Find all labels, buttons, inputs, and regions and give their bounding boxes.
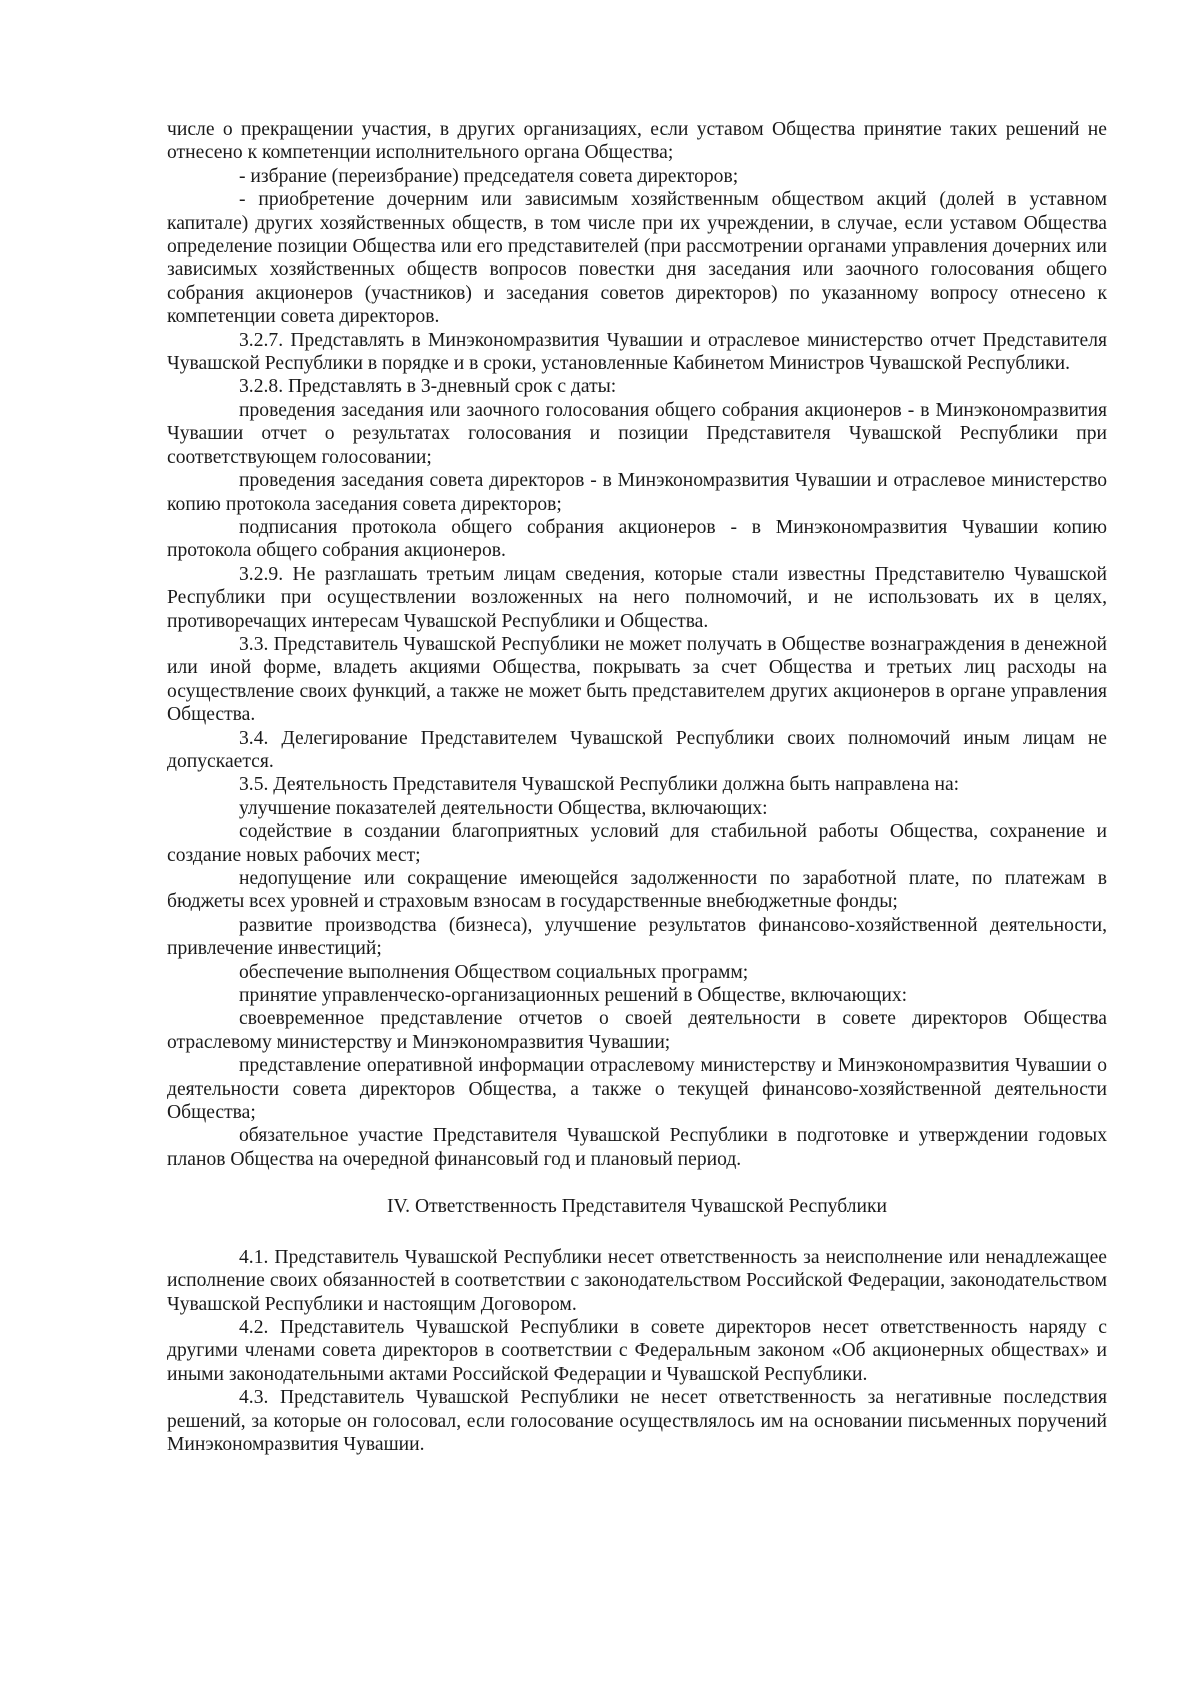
- section-heading: IV. Ответственность Представителя Чувашской Республики: [387, 1196, 887, 1218]
- paragraph: проведения заседания или заочного голосования общего собрания акционеров - в Минэкономразвития Чувашии отчет о результатах голосования и позиции Представителя Чувашской Республики при соответствующем голосовании;: [167, 399, 1107, 468]
- paragraph-3-2-7: 3.2.7. Представлять в Минэкономразвития Чувашии и отраслевое министерство отчет Представителя Чувашской Республики в порядке и в сроки, установленные Кабинетом Министров Чувашской Республики.: [167, 329, 1107, 375]
- paragraph: принятие управленческо-организационных решений в Обществе, включающих:: [239, 985, 908, 1007]
- paragraph: - избрание (переизбрание) председателя совета директоров;: [239, 165, 739, 187]
- document-body: [167, 118, 1107, 1456]
- paragraph-4-2: 4.2. Представитель Чувашской Республики в совете директоров несет ответственность наряду с другими членами совета директоров в соответствии с Федеральным законом «Об акционерных обществах» и иными законодательными актами Российской Федерации и Чувашской Республики.: [167, 1316, 1107, 1385]
- paragraph-3-2-9: 3.2.9. Не разглашать третьим лицам сведения, которые стали известны Представителю Чувашской Республики при осуществлении возложенных на него полномочий, и не использовать их в целях, противоречащих интересам Чувашской Республики и Общества.: [167, 563, 1107, 632]
- paragraph: улучшение показателей деятельности Общества, включающих:: [239, 797, 768, 819]
- paragraph-3-5: 3.5. Деятельность Представителя Чувашской Республики должна быть направлена на:: [239, 774, 960, 796]
- paragraph: своевременное представление отчетов о своей деятельности в совете директоров Общества отраслевому министерству и Минэкономразвития Чувашии;: [167, 1008, 1107, 1053]
- paragraph: недопущение или сокращение имеющейся задолженности по заработной плате, по платежам в бюджеты всех уровней и страховым взносам в государственные внебюджетные фонды;: [167, 868, 1107, 913]
- paragraph: подписания протокола общего собрания акционеров - в Минэкономразвития Чувашии копию протокола общего собрания акционеров.: [167, 516, 1107, 562]
- paragraph: содействие в создании благоприятных условий для стабильной работы Общества, сохранение и создание новых рабочих мест;: [167, 821, 1107, 866]
- paragraph-4-1: 4.1. Представитель Чувашской Республики несет ответственность за неисполнение или ненадлежащее исполнение своих обязанностей в соответствии с законодательством Российской Федерации, законодательством Чувашской Республики и настоящим Договором.: [167, 1246, 1107, 1315]
- paragraph-4-3: 4.3. Представитель Чувашской Республики не несет ответственность за негативные последствия решений, за которые он голосовал, если голосование осуществлялось им на основании письменных поручений Минэкономразвития Чувашии.: [167, 1387, 1107, 1455]
- paragraph: - приобретение дочерним или зависимым хозяйственным обществом акций (долей в уставном капитале) других хозяйственных обществ, в том числе при их учреждении, в случае, если уставом Общества определение позиции Общества или его представителей (при рассмотрении органами управления дочерних или зависимых хозяйственных обществ вопросов повестки дня заседания или заочного голосования общего собрания акционеров (участников) и заседания советов директоров) по указанному вопросу отнесено к компетенции совета директоров.: [167, 189, 1107, 328]
- paragraph-3-4: 3.4. Делегирование Представителем Чувашской Республики своих полномочий иным лицам не допускается.: [167, 727, 1107, 772]
- paragraph: обязательное участие Представителя Чувашской Республики в подготовке и утверждении годовых планов Общества на очередной финансовый год и плановый период.: [167, 1125, 1107, 1170]
- paragraph-3-2-8: 3.2.8. Представлять в 3-дневный срок с даты:: [239, 376, 617, 398]
- paragraph: обеспечение выполнения Обществом социальных программ;: [239, 961, 749, 983]
- paragraph: развитие производства (бизнеса), улучшение результатов финансово-хозяйственной деятельности, привлечение инвестиций;: [167, 914, 1107, 960]
- paragraph: представление оперативной информации отраслевому министерству и Минэкономразвития Чувашии о деятельности совета директоров Общества, а также о текущей финансово-хозяйственной деятельности Общества;: [167, 1055, 1107, 1124]
- paragraph-3-3: 3.3. Представитель Чувашской Республики не может получать в Обществе вознаграждения в денежной или иной форме, владеть акциями Общества, покрывать за счет Общества и третьих лиц расходы на осуществление своих функций, а также не может быть представителем других акционеров в органе управления Общества.: [167, 633, 1107, 726]
- paragraph: проведения заседания совета директоров - в Минэкономразвития Чувашии и отраслевое министерство копию протокола заседания совета директоров;: [167, 470, 1107, 515]
- paragraph: числе о прекращении участия, в других организациях, если уставом Общества принятие таких решений не отнесено к компетенции исполнительного органа Общества;: [167, 119, 1107, 164]
